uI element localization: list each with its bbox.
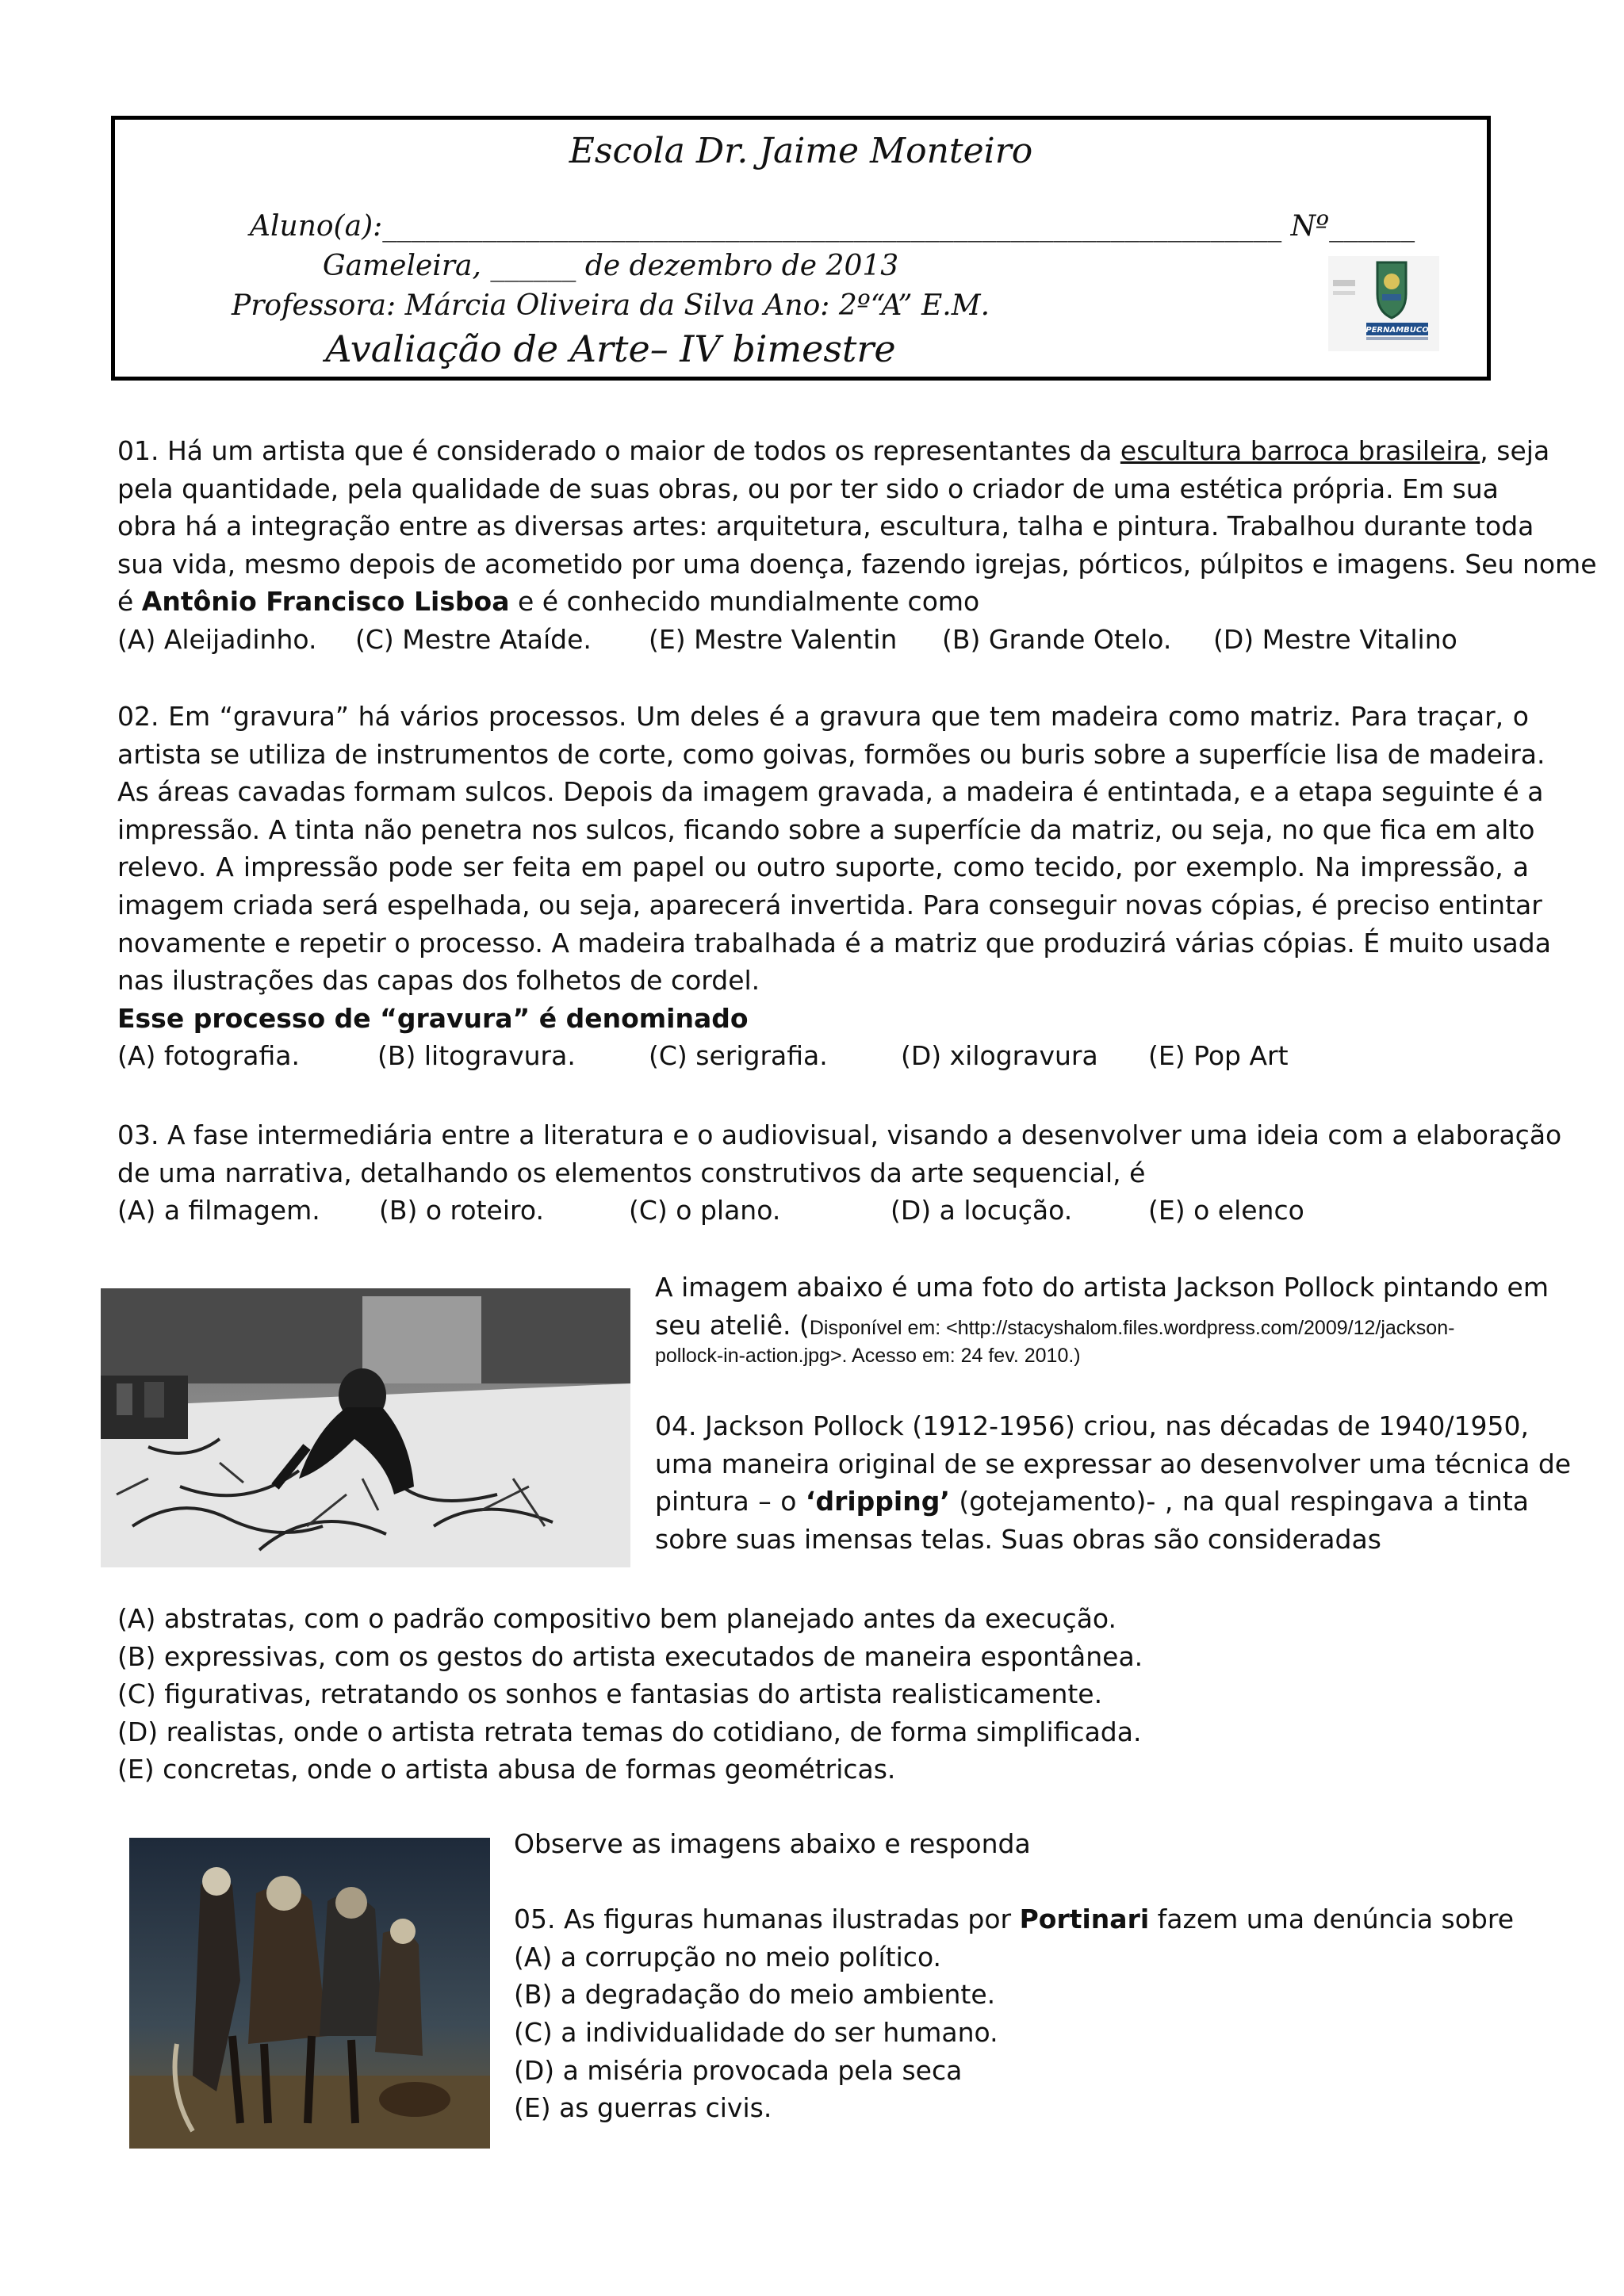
evaluation-title: Avaliação de Arte– IV bimestre [325,327,896,370]
q5-artist-name: Portinari [1019,1904,1150,1935]
q1-option-a[interactable]: (A) Aleijadinho. [117,623,317,655]
pernambuco-logo [1328,256,1439,351]
q4-option-c[interactable]: (C) figurativas, retratando os sonhos e fantasias do artista realisticamente. [117,1678,1103,1710]
q3-option-b[interactable]: (B) o roteiro. [379,1195,544,1226]
q2-text: impressão. A tinta não penetra nos sulcos, ficando sobre a superfície da matriz, ou seja, no que fica em alto [117,813,1535,845]
q1-artist-name: Antônio Francisco Lisboa [141,586,510,618]
q1-text: obra há a integração entre as diversas artes: arquitetura, escultura, talha e pintura. Trabalhou durante toda [117,511,1534,542]
question-1 [117,432,1597,659]
q2-option-a[interactable]: (A) fotografia. [117,1040,300,1072]
q4-option-a[interactable]: (A) abstratas, com o padrão compositivo bem planejado antes da execução. [117,1603,1117,1634]
q4-text: 04. Jackson Pollock (1912-1956) criou, nas décadas de 1940/1950, [655,1410,1529,1441]
q5-text: fazem uma denúncia sobre [1149,1904,1515,1935]
date-line: Gameleira, ______ de dezembro de 2013 [322,250,899,282]
q4-option-e[interactable]: (E) concretas, onde o artista abusa de formas geométricas. [117,1754,896,1785]
q2-option-b[interactable]: (B) litogravura. [377,1040,576,1072]
q2-text: artista se utiliza de instrumentos de corte, como goivas, formões ou buris sobre a superfície lisa de madeira. [117,738,1545,770]
q2-text: imagem criada será espelhada, ou seja, aparecerá invertida. Para conseguir novas cópias, é preciso entintar [117,889,1542,920]
q4-technique: ‘dripping’ [805,1486,950,1517]
teacher-line: Professora: Márcia Oliveira da Silva Ano: 2º“A” E.M. [231,289,990,322]
q4-intro: seu ateliê. ( [655,1309,810,1341]
question-4-intro [655,1269,1549,1376]
q2-question: Esse processo de “gravura” é denominado [117,1002,749,1034]
svg-text:PERNAMBUCO: PERNAMBUCO [1365,326,1429,335]
q5-option-a[interactable]: (A) a corrupção no meio político. [514,1941,942,1973]
q4-intro: A imagem abaixo é uma foto do artista Jackson Pollock pintando em [655,1272,1549,1303]
q2-option-d[interactable]: (D) xilogravura [901,1040,1098,1072]
header-box [111,116,1491,381]
q5-text: 05. As figuras humanas ilustradas por [514,1904,1020,1935]
q4-text: uma maneira original de se expressar ao desenvolver uma técnica de [655,1448,1572,1479]
portinari-painting [129,1838,490,2149]
q1-text: é [117,586,142,618]
question-4 [655,1407,1572,1558]
q2-options [117,1037,1529,1075]
q4-options [117,1600,1529,1789]
q4-text: pintura – o [655,1486,806,1517]
q1-option-c[interactable]: (C) Mestre Ataíde. [355,623,592,655]
q1-options [117,621,1529,659]
q1-option-b[interactable]: (B) Grande Otelo. [942,623,1172,655]
q3-option-e[interactable]: (E) o elenco [1148,1195,1304,1226]
q4-text: (gotejamento)- , na qual respingava a tinta [949,1486,1529,1517]
q4-source: pollock-in-action.jpg>. Acesso em: 24 fev. 2010.) [655,1345,1081,1368]
q3-option-d[interactable]: (D) a locução. [891,1195,1073,1226]
q5-option-e[interactable]: (E) as guerras civis. [514,2092,772,2124]
q2-text: relevo. A impressão pode ser feita em papel ou outro suporte, como tecido, por exemplo. Na impressão, a [117,851,1529,883]
q3-text: 03. A fase intermediária entre a literatura e o audiovisual, visando a desenvolver uma ideia com a elaboração [117,1119,1562,1150]
q5-instruction: Observe as imagens abaixo e responda [514,1828,1031,1859]
q1-text: 01. Há um artista que é considerado o maior de todos os representantes da [117,435,1120,466]
q1-option-e[interactable]: (E) Mestre Valentin [649,623,898,655]
pollock-photo [101,1288,630,1567]
q1-text: sua vida, mesmo depois de acometido por uma doença, fazendo igrejas, pórticos, púlpitos e imagens. Seu nome [117,548,1597,580]
q2-text: novamente e repetir o processo. A madeira trabalhada é a matriz que produzirá várias cópias. É muito usada [117,927,1551,959]
q5-option-c[interactable]: (C) a individualidade do ser humano. [514,2016,998,2048]
q3-text: de uma narrativa, detalhando os elementos construtivos da arte sequencial, é [117,1157,1146,1188]
q5-option-d[interactable]: (D) a miséria provocada pela seca [514,2054,963,2086]
q1-text: , seja [1480,435,1550,466]
q4-text: sobre suas imensas telas. Suas obras são consideradas [655,1523,1381,1555]
student-line: Aluno(a):_______________________________________________________________ Nº______ [250,210,1415,243]
q2-option-e[interactable]: (E) Pop Art [1148,1040,1289,1072]
question-5 [514,1825,1529,2127]
school-name: Escola Dr. Jaime Monteiro [569,131,1033,171]
question-2 [117,698,1551,1075]
q1-text: e é conhecido mundialmente como [509,586,980,618]
q2-text: As áreas cavadas formam sulcos. Depois da imagem gravada, a madeira é entintada, e a etapa seguinte é a [117,776,1544,808]
q2-option-c[interactable]: (C) serigrafia. [649,1040,828,1072]
q4-source: Disponível em: <http://stacyshalom.files.wordpress.com/2009/12/jackson- [809,1316,1455,1339]
q4-option-b[interactable]: (B) expressivas, com os gestos do artista executados de maneira espontânea. [117,1640,1143,1672]
q2-text: nas ilustrações das capas dos folhetos de cordel. [117,965,760,997]
q4-option-d[interactable]: (D) realistas, onde o artista retrata temas do cotidiano, de forma simplificada. [117,1716,1142,1747]
q2-text: 02. Em “gravura” há vários processos. Um deles é a gravura que tem madeira como matriz. Para traçar, o [117,701,1529,732]
q3-option-c[interactable]: (C) o plano. [629,1195,781,1226]
q1-option-d[interactable]: (D) Mestre Vitalino [1213,623,1457,655]
q3-options [117,1192,1529,1230]
q5-option-b[interactable]: (B) a degradação do meio ambiente. [514,1979,996,2011]
q3-option-a[interactable]: (A) a filmagem. [117,1195,320,1226]
q1-underlined-term: escultura barroca brasileira [1120,435,1480,466]
q1-text: pela quantidade, pela qualidade de suas obras, ou por ter sido o criador de uma estética própria. Em sua [117,473,1499,504]
question-3 [117,1116,1562,1230]
